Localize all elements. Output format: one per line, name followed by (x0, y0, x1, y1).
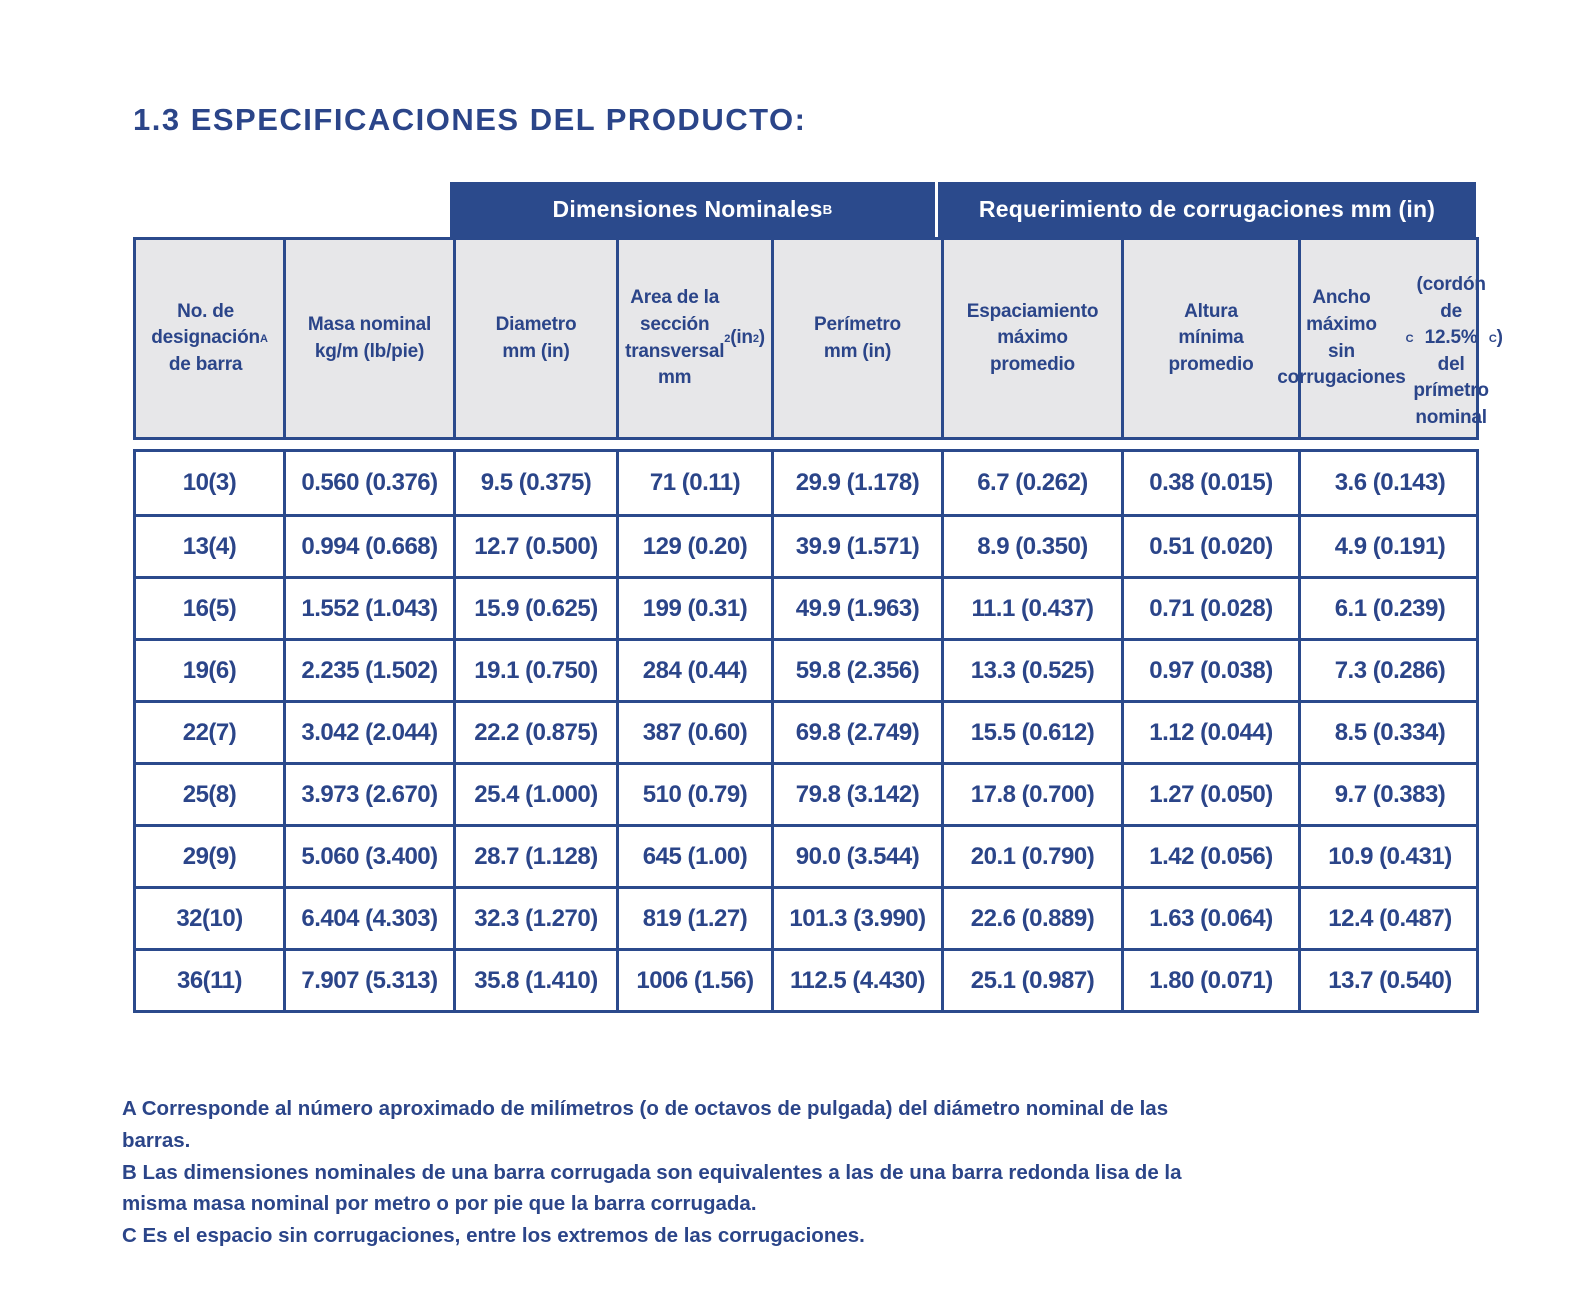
table-cell: 3.042 (2.044) (283, 703, 453, 762)
table-cell: 49.9 (1.963) (771, 579, 941, 638)
table-cell: 1006 (1.56) (616, 951, 771, 1010)
table-cell: 1.552 (1.043) (283, 579, 453, 638)
table-cell: 1.42 (0.056) (1121, 827, 1298, 886)
group-header-requerimiento-corrugaciones: Requerimiento de corrugaciones mm (in) (938, 182, 1476, 237)
table-cell: 20.1 (0.790) (941, 827, 1121, 886)
table-cell: 69.8 (2.749) (771, 703, 941, 762)
table-cell: 6.404 (4.303) (283, 889, 453, 948)
table-cell: 28.7 (1.128) (453, 827, 616, 886)
table-cell: 199 (0.31) (616, 579, 771, 638)
table-cell: 32.3 (1.270) (453, 889, 616, 948)
table-cell: 22(7) (182, 718, 237, 746)
table-group-header-row (133, 182, 1479, 237)
table-cell: 22.6 (0.889) (941, 889, 1121, 948)
table-row (136, 700, 1476, 762)
col-header-designacion-barra: No. de designación de barra A (151, 300, 268, 375)
table-cell: 36(11) (176, 966, 243, 994)
band-spacer (133, 182, 450, 237)
table-cell: 645 (1.00) (616, 827, 771, 886)
table-cell: 9.5 (0.375) (453, 452, 616, 514)
table-row (136, 948, 1476, 1010)
table-cell: 0.97 (0.038) (1121, 641, 1298, 700)
table-cell: 16(5) (182, 594, 237, 622)
table-cell: 5.060 (3.400) (283, 827, 453, 886)
table-cell: 101.3 (3.990) (771, 889, 941, 948)
table-cell: 112.5 (4.430) (771, 951, 941, 1010)
table-cell: 25(8) (182, 780, 237, 808)
table-cell: 4.9 (0.191) (1298, 517, 1479, 576)
table-cell: 7.907 (5.313) (283, 951, 453, 1010)
table-cell: 15.9 (0.625) (453, 579, 616, 638)
spec-table (133, 182, 1503, 1013)
table-cell: 0.38 (0.015) (1121, 452, 1298, 514)
table-cell: 19(6) (182, 656, 237, 684)
table-cell: 35.8 (1.410) (453, 951, 616, 1010)
col-header-masa-nominal: Masa nominal kg/m (lb/pie) (283, 240, 453, 437)
table-cell: 10(3) (182, 469, 237, 496)
footnote-b: B Las dimensiones nominales de una barra corrugada son equivalentes a las de una barra redonda lisa de la misma masa nominal por metro o por pie que la barra corrugada. (122, 1160, 1182, 1216)
table-cell: 17.8 (0.700) (941, 765, 1121, 824)
table-cell: 12.4 (0.487) (1298, 889, 1479, 948)
table-row (136, 452, 1476, 514)
table-cell: 3.6 (0.143) (1298, 452, 1479, 514)
table-cell: 13.3 (0.525) (941, 641, 1121, 700)
col-header-diametro: Diametro mm (in) (453, 240, 616, 437)
table-cell: 29.9 (1.178) (771, 452, 941, 514)
table-cell: 39.9 (1.571) (771, 517, 941, 576)
table-cell: 59.8 (2.356) (771, 641, 941, 700)
table-cell: 90.0 (3.544) (771, 827, 941, 886)
col-header-altura-minima: Altura mínima promedio (1121, 240, 1298, 437)
table-cell: 25.4 (1.000) (453, 765, 616, 824)
table-cell: 79.8 (3.142) (771, 765, 941, 824)
table-cell: 10.9 (0.431) (1298, 827, 1479, 886)
table-body (133, 449, 1479, 1013)
table-cell: 2.235 (1.502) (283, 641, 453, 700)
col-header-ancho-maximo: Ancho máximo sin corrugaciones C (cordón de 12.5% del prímetro nominal C ) (1298, 240, 1479, 437)
footnote-a: A Corresponde al número aproximado de milímetros (o de octavos de pulgada) del diámetro nominal de las barras. (122, 1097, 1169, 1152)
col-header-area-seccion-transversal: Area de la sección transversal mm 2 (in 2 ) (616, 240, 771, 437)
table-header-row (133, 237, 1503, 440)
table-cell: 510 (0.79) (616, 765, 771, 824)
table-cell: 0.560 (0.376) (283, 452, 453, 514)
table-cell: 19.1 (0.750) (453, 641, 616, 700)
table-row (136, 824, 1476, 886)
table-cell: 32(10) (176, 904, 243, 932)
table-cell: 284 (0.44) (616, 641, 771, 700)
table-cell: 11.1 (0.437) (941, 579, 1121, 638)
table-cell: 0.51 (0.020) (1121, 517, 1298, 576)
table-row (136, 576, 1476, 638)
table-cell: 0.994 (0.668) (283, 517, 453, 576)
table-cell: 129 (0.20) (616, 517, 771, 576)
table-cell: 71 (0.11) (616, 452, 771, 514)
table-cell: 7.3 (0.286) (1298, 641, 1479, 700)
table-cell: 29(9) (182, 842, 237, 870)
table-row (136, 638, 1476, 700)
group-header-dimensiones-nominales: Dimensiones Nominales B (450, 182, 938, 237)
table-cell: 6.7 (0.262) (941, 452, 1121, 514)
table-cell: 3.973 (2.670) (283, 765, 453, 824)
table-cell: 1.63 (0.064) (1121, 889, 1298, 948)
table-cell: 1.80 (0.071) (1121, 951, 1298, 1010)
footnotes (122, 1093, 1202, 1252)
table-cell: 1.12 (0.044) (1121, 703, 1298, 762)
table-row (136, 762, 1476, 824)
table-cell: 13.7 (0.540) (1298, 951, 1479, 1010)
col-header-perimetro: Perímetro mm (in) (771, 240, 941, 437)
table-cell: 387 (0.60) (616, 703, 771, 762)
table-cell: 0.71 (0.028) (1121, 579, 1298, 638)
table-cell: 8.9 (0.350) (941, 517, 1121, 576)
table-cell: 12.7 (0.500) (453, 517, 616, 576)
col-header-espaciamiento-maximo: Espaciamiento máximo promedio (941, 240, 1121, 437)
table-cell: 25.1 (0.987) (941, 951, 1121, 1010)
table-cell: 6.1 (0.239) (1298, 579, 1479, 638)
table-row (136, 514, 1476, 576)
table-cell: 22.2 (0.875) (453, 703, 616, 762)
table-row (136, 886, 1476, 948)
table-cell: 819 (1.27) (616, 889, 771, 948)
table-cell: 9.7 (0.383) (1298, 765, 1479, 824)
table-cell: 15.5 (0.612) (941, 703, 1121, 762)
footnote-c: C Es el espacio sin corrugaciones, entre los extremos de las corrugaciones. (122, 1224, 865, 1248)
table-cell: 1.27 (0.050) (1121, 765, 1298, 824)
page-title: 1.3 ESPECIFICACIONES DEL PRODUCTO: (133, 102, 807, 137)
table-cell: 8.5 (0.334) (1298, 703, 1479, 762)
table-cell: 13(4) (182, 532, 237, 560)
